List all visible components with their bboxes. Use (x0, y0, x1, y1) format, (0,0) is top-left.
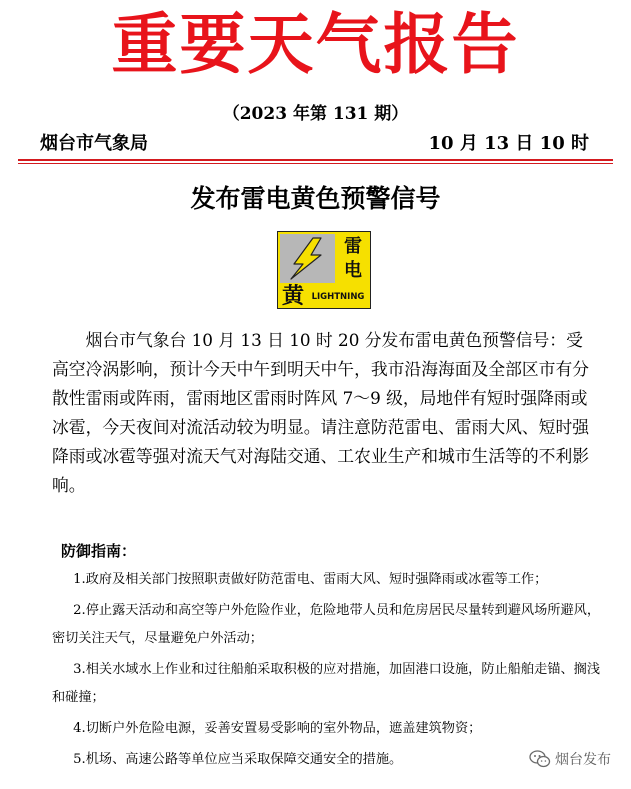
lightning-yellow-warning-icon (277, 231, 371, 309)
wechat-icon (529, 749, 551, 769)
signal-label: LIGHTNING (311, 292, 365, 302)
guide-item: 5.机场、高速公路等单位应当采取保障交通安全的措施。 (73, 752, 403, 767)
warning-body: 烟台市气象台 10 月 13 日 10 时 20 分发布雷电黄色预警信号：受高空冷涡影响，预计今天中午到明天中午，我市沿海海面及全部区市有分散性雷雨或阵雨，雷雨地区雷雨时阵风 7～9 级，局地伴有短时强降雨或冰雹，今天夜间对流活动较为明显。请注意防范雷电、雷雨大风、短时强降雨或冰雹等强对流天气对海陆交通、工农业生产和城市生活等的不利影响。 (52, 330, 590, 495)
header-rule-thick (18, 159, 613, 161)
defense-guide-title: 防御指南： (61, 542, 137, 560)
signal-level-char: 黄 (281, 284, 305, 309)
guide-item: 4.切断户外危险电源，妥善安置易受影响的室外物品，遮盖建筑物资； (73, 721, 482, 736)
guide-item: 2.停止露天活动和高空等户外危险作业，危险地带人员和危房居民尽量转到避风场所避风，密切关注天气，尽量避免户外活动； (52, 603, 601, 646)
source-watermark (529, 747, 611, 771)
defense-guide-list (52, 566, 604, 777)
issuing-organization: 烟台市气象局 (40, 133, 148, 154)
report-masthead: 重要天气报告 (111, 5, 520, 83)
guide-item: 3.相关水域水上作业和过往船舶采取积极的应对措施，加固港口设施，防止船舶走锚、搁浅和碰撞； (52, 662, 601, 705)
header-rule-thin (18, 163, 613, 164)
guide-item: 1.政府及相关部门按照职责做好防范雷电、雷雨大风、短时强降雨或冰雹等工作； (73, 572, 548, 587)
signal-char-lei: 雷 (344, 236, 362, 257)
warning-headline: 发布雷电黄色预警信号 (190, 184, 441, 213)
issue-number: （2023 年第 131 期） (222, 104, 409, 124)
issue-date: 10 月 13 日 10 时 (428, 133, 589, 154)
watermark-text: 烟台发布 (555, 752, 611, 768)
signal-char-dian: 电 (344, 260, 362, 281)
